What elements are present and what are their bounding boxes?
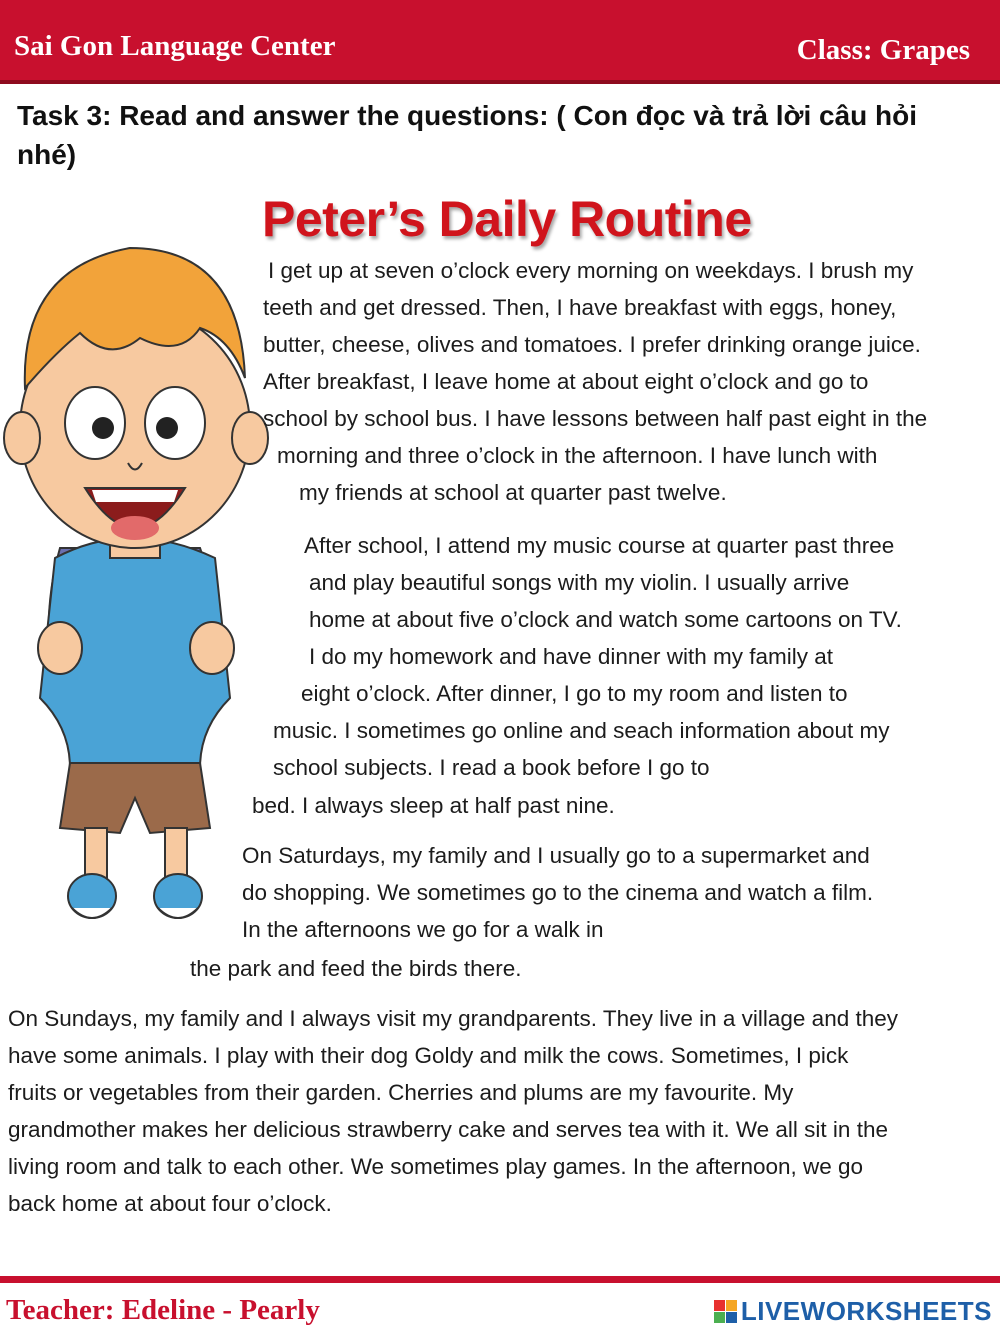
story-line: school by school bus. I have lessons between half past eight in the [263, 406, 928, 431]
story-line: home at about five o’clock and watch some cartoons on TV. [309, 607, 902, 632]
story-line: the park and feed the birds there. [190, 956, 522, 981]
story-line: eight o’clock. After dinner, I go to my room and listen to [301, 681, 848, 706]
boy-illustration [0, 228, 270, 938]
story-line: have some animals. I play with their dog Goldy and milk the cows. Sometimes, I pick [8, 1043, 849, 1068]
liveworksheets-logo[interactable] [714, 1296, 992, 1327]
story-line: fruits or vegetables from their garden. Cherries and plums are my favourite. My [8, 1080, 794, 1105]
story-line: After breakfast, I leave home at about eight o’clock and go to [263, 369, 869, 394]
story-line: bed. I always sleep at half past nine. [252, 793, 615, 818]
story-line: do shopping. We sometimes go to the cinema and watch a film. [242, 880, 874, 905]
story-line: I get up at seven o’clock every morning on weekdays. I brush my [268, 258, 914, 283]
story-line: living room and talk to each other. We sometimes play games. In the afternoon, we go [8, 1154, 864, 1179]
school-name: Sai Gon Language Center [14, 30, 336, 62]
teacher-name: Teacher: Edeline - Pearly [6, 1294, 320, 1326]
story-line: butter, cheese, olives and tomatoes. I prefer drinking orange juice. [263, 332, 921, 357]
story-line: grandmother makes her delicious strawberry cake and serves tea with it. We all sit in the [8, 1117, 888, 1142]
story-line: my friends at school at quarter past twelve. [299, 480, 727, 505]
footer-divider [0, 1276, 1000, 1283]
story-line: school subjects. I read a book before I go to [273, 755, 710, 780]
story-line: music. I sometimes go online and seach information about my [273, 718, 890, 743]
story-line: In the afternoons we go for a walk in [242, 917, 604, 942]
story-line: After school, I attend my music course at quarter past three [304, 533, 895, 558]
story-line: back home at about four o’clock. [8, 1191, 332, 1216]
story-line: I do my homework and have dinner with my family at [309, 644, 833, 669]
story-line: On Sundays, my family and I always visit my grandparents. They live in a village and they [8, 1006, 899, 1031]
story-line: and play beautiful songs with my violin. I usually arrive [309, 570, 850, 595]
story-line: teeth and get dressed. Then, I have breakfast with eggs, honey, [263, 295, 897, 320]
class-label: Class: Grapes [796, 34, 970, 66]
brand-name: LIVEWORKSHEETS [740, 1296, 992, 1326]
story-title: Peter’s Daily Routine [262, 191, 752, 247]
liveworksheets-logo-icon [714, 1300, 737, 1323]
header-bar [0, 0, 1000, 84]
task-instruction: Task 3: Read and answer the questions: ( Con đọc và trả lời câu hỏi nhé) [17, 100, 918, 170]
story-line: morning and three o’clock in the afternoon. I have lunch with [277, 443, 878, 468]
story-line: On Saturdays, my family and I usually go to a supermarket and [242, 843, 870, 868]
